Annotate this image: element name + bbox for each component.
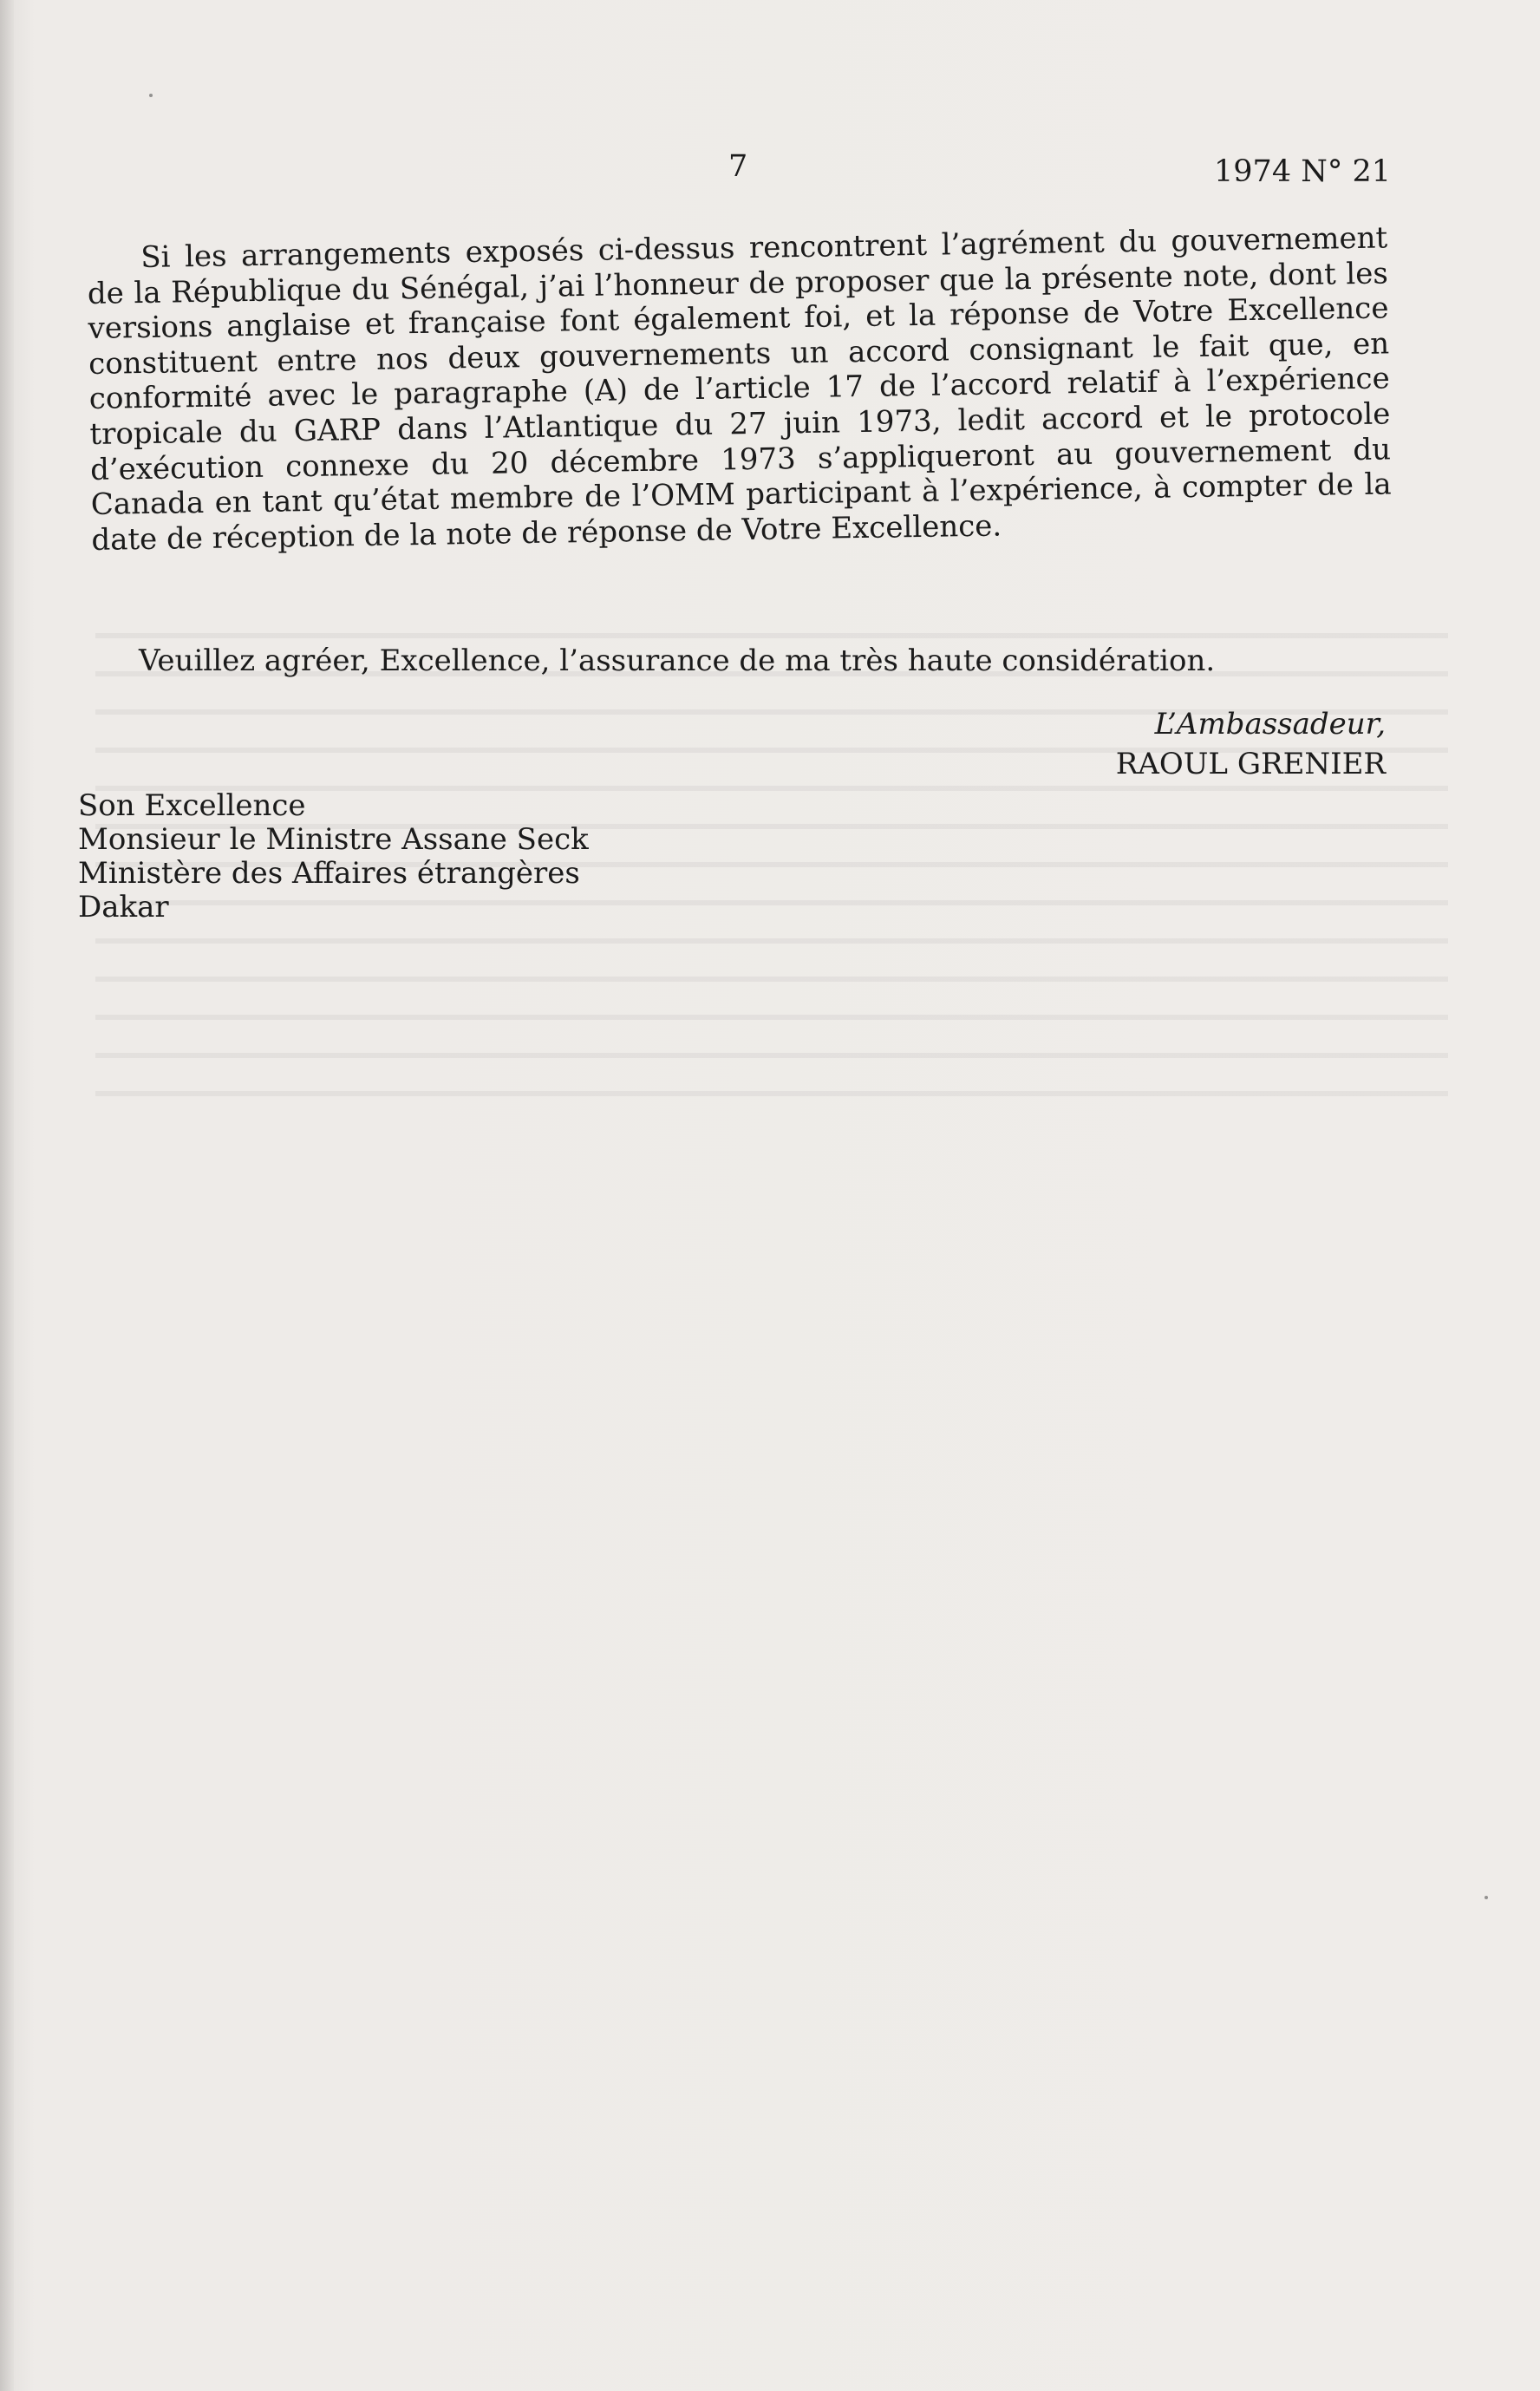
signatory-name: RAOUL GRENIER [1115,747,1386,781]
closing-formula: Veuillez agréer, Excellence, l’assurance de ma très haute considération. [139,643,1216,678]
signature-block [1116,704,1386,784]
addressee-line: Ministère des Affaires étrangères [78,856,580,891]
paper-speck [1485,1896,1488,1899]
paper-speck [149,94,153,97]
page-header [0,149,1540,193]
addressee-line: Monsieur le Ministre Assane Seck [78,822,589,857]
page-number: 7 [728,149,748,184]
addressee-line: Son Excellence [78,788,306,823]
signatory-title: L’Ambassadeur, [1154,707,1386,741]
page-binding-edge [0,0,14,2391]
body-text [87,220,1393,558]
addressee-line: Dakar [78,890,169,924]
addressee-block [78,789,589,924]
main-paragraph: Si les arrangements exposés ci-dessus rencontrent l’agrément du gouvernement de la République du Sénégal, j’ai l’honneur de proposer que la présente note, dont les versions anglaise et française font également foi, et la réponse de Votre Excellence constituent entre nos deux gouvernements un accord consignant le fait que, en conformité avec le paragraphe (A) de l’article 17 de l’accord relatif à l’expérience tropicale du GARP dans l’Atlantique du 27 juin 1973, ledit accord et le protocole d’exécution connexe du 20 décembre 1973 s’appliqueront au gouvernement du Canada en tant qu’état membre de l’OMM participant à l’expérience, à compter de la date de réception de la note de réponse de Votre Excellence. [87,220,1392,558]
document-reference: 1974 N° 21 [1214,154,1391,189]
